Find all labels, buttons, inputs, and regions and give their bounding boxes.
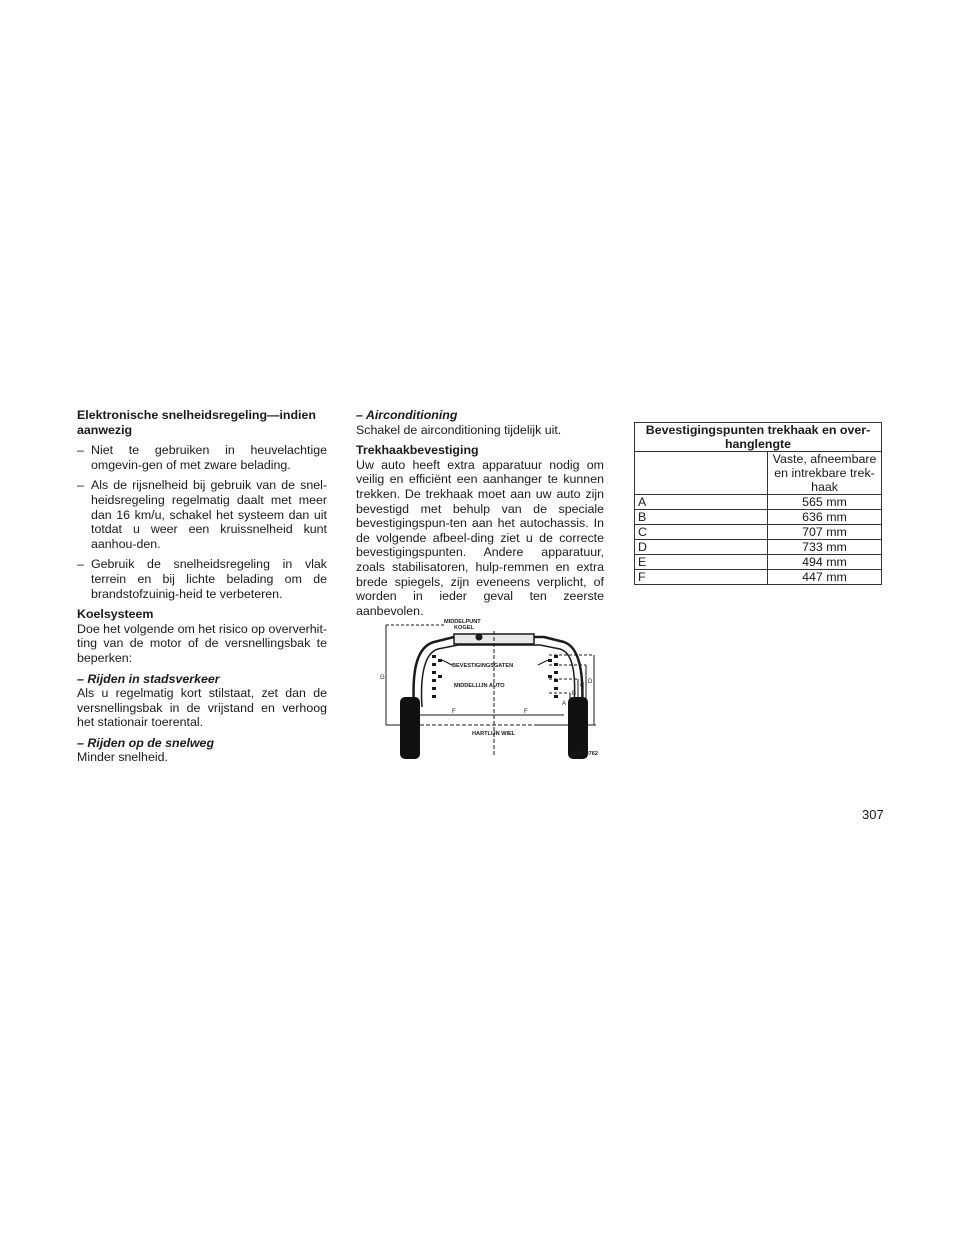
tire-right bbox=[568, 697, 588, 759]
tow-hitch-mounting-diagram bbox=[374, 617, 614, 767]
table-cell-value: 733 mm bbox=[768, 540, 882, 555]
table-cell-key: A bbox=[635, 495, 768, 510]
letter-a: A bbox=[562, 701, 567, 707]
label-hartlijn: HARTLIJN WIEL bbox=[472, 731, 516, 737]
table-row bbox=[635, 555, 882, 570]
table-title: Bevestigingspunten trekhaak en over-hanglengte bbox=[635, 423, 882, 452]
table-cell-value: 494 mm bbox=[768, 555, 882, 570]
section-heading-cruise-control: Elektronische snelheidsregeling—indien aanwezig bbox=[77, 408, 316, 437]
label-kogel: KOGEL bbox=[454, 625, 474, 631]
cruise-control-list bbox=[77, 443, 327, 601]
table-cell-value: 447 mm bbox=[768, 570, 882, 585]
list-item: – Als de rijsnelheid bij gebruik van de snel-heidsregeling regelmatig daalt met meer dan 16 km/u, schakel het systeem dan uit totdat u weer een kruissnelheid kunt aanhou-den. bbox=[77, 478, 327, 551]
airconditioning-text: Schakel de airconditioning tijdelijk uit. bbox=[356, 422, 562, 437]
label-image-code: 057010762 bbox=[570, 751, 598, 757]
letter-f-left: F bbox=[452, 709, 456, 715]
table-cell-value: 565 mm bbox=[768, 495, 882, 510]
subheading-highway: – Rijden op de snelweg bbox=[77, 735, 215, 750]
label-middellijn: MIDDELLIJN AUTO bbox=[454, 683, 505, 689]
subheading-city-traffic: – Rijden in stadsverkeer bbox=[77, 671, 220, 686]
right-column bbox=[634, 422, 882, 585]
tire-left bbox=[400, 697, 420, 759]
table-header-empty bbox=[635, 452, 768, 495]
letter-c: C bbox=[580, 683, 585, 689]
list-item: – Niet te gebruiken in heuvelachtige omgevin-gen of met zware belading. bbox=[77, 443, 327, 472]
mounting-points-table bbox=[634, 422, 882, 585]
table-column-header: Vaste, afneembare en intrekbare trek-haak bbox=[768, 452, 882, 495]
table-row bbox=[635, 540, 882, 555]
page-number: 307 bbox=[862, 807, 884, 822]
table-row bbox=[635, 525, 882, 540]
letter-d: D bbox=[588, 679, 593, 685]
label-bevestigingsgaten: BEVESTIGINGSGATEN bbox=[452, 663, 514, 669]
table-row bbox=[635, 570, 882, 585]
table-row bbox=[635, 495, 882, 510]
cooling-intro: Doe het volgende om het risico op oververhit-ting van de motor of de versnellingsbak te beperken: bbox=[77, 621, 328, 665]
table-cell-key: F bbox=[635, 570, 768, 585]
subheading-airconditioning: – Airconditioning bbox=[356, 408, 458, 422]
tow-hitch-text: Uw auto heeft extra apparatuur nodig om veilig en efficiënt een aanhanger te kunnen trekken. De trekhaak moet aan uw auto zijn bevestigd met behulp van de speciale bevestigingspun-ten aan het autochassis. In de volgende afbeel-ding ziet u de correcte bevestigingspunten. Andere apparatuur, zoals stabilisatoren, hulp-remmen en extra brede spiegels, zijn eveneens verplicht, of worden in ieder geval ten zeerste aanbevolen. bbox=[356, 457, 604, 618]
table-row bbox=[635, 510, 882, 525]
section-heading-tow-hitch: Trekhaakbevestiging bbox=[356, 443, 479, 458]
middle-column bbox=[356, 408, 604, 618]
highway-text: Minder snelheid. bbox=[77, 750, 168, 765]
left-column bbox=[77, 408, 327, 765]
table-cell-key: C bbox=[635, 525, 768, 540]
table-cell-key: E bbox=[635, 555, 768, 570]
letter-f-right: F bbox=[524, 709, 528, 715]
label-middelpunt: MIDDELPUNT bbox=[444, 619, 481, 625]
table-cell-value: 707 mm bbox=[768, 525, 882, 540]
letter-b: B bbox=[572, 691, 577, 697]
city-traffic-text: Als u regelmatig kort stilstaat, zet dan de versnellingsbak in de vrijstand en verhoog het stationair toerental. bbox=[77, 686, 327, 730]
letter-g: G bbox=[380, 675, 385, 681]
section-heading-cooling-system: Koelsysteem bbox=[77, 607, 154, 622]
table-cell-key: B bbox=[635, 510, 768, 525]
table-cell-key: D bbox=[635, 540, 768, 555]
list-item: – Gebruik de snelheidsregeling in vlak terrein en bij lichte belading om de brandstofzuinig-heid te verbeteren. bbox=[77, 557, 327, 601]
table-cell-value: 636 mm bbox=[768, 510, 882, 525]
